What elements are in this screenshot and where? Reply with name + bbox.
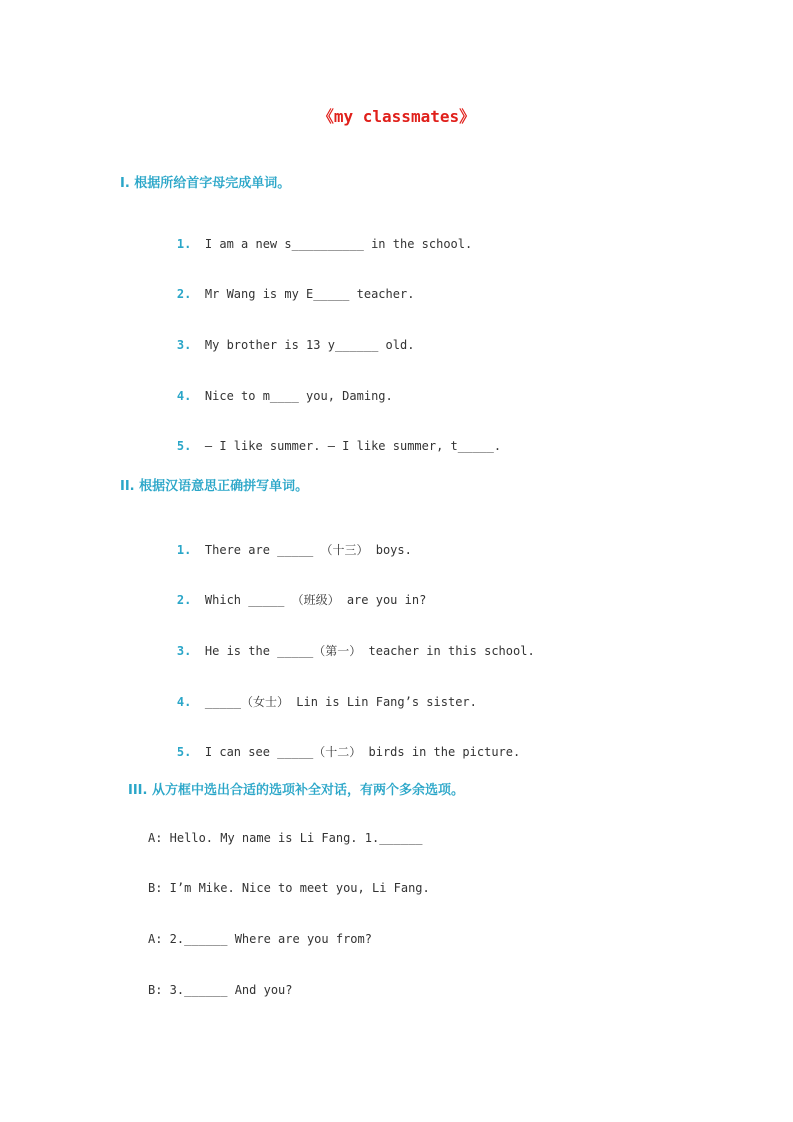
list-item <box>148 527 412 572</box>
list-item <box>148 375 393 417</box>
item-number: 4. <box>176 695 192 709</box>
item-number: 3. <box>176 644 192 658</box>
dialogue-line: B: 3.______ And you? <box>148 983 293 997</box>
list-item <box>148 324 414 366</box>
section-1-heading: I. 根据所给首字母完成单词。 <box>120 176 291 191</box>
list-item <box>148 679 477 724</box>
item-number: 4. <box>176 389 192 403</box>
item-number: 5. <box>176 745 192 759</box>
item-text: — I like summer. — I like summer, t_____. <box>204 439 502 453</box>
dialogue-line: A: 2.______ Where are you from? <box>148 932 372 946</box>
item-text: I am a new s__________ in the school. <box>204 237 473 251</box>
list-item <box>148 425 501 467</box>
item-text: Mr Wang is my E_____ teacher. <box>204 287 415 301</box>
item-number: 2. <box>176 287 192 301</box>
list-item <box>148 223 472 265</box>
dialogue-line: A: Hello. My name is Li Fang. 1.______ <box>148 831 423 845</box>
item-text: _____（女士） Lin is Lin Fang’s sister. <box>204 695 477 709</box>
list-item <box>148 628 535 673</box>
dialogue-line: B: I’m Mike. Nice to meet you, Li Fang. <box>148 881 430 895</box>
item-number: 3. <box>176 338 192 352</box>
item-number: 5. <box>176 439 192 453</box>
item-number: 2. <box>176 593 192 607</box>
item-text: Which _____ （班级） are you in? <box>204 593 427 607</box>
section-2-heading: II. 根据汉语意思正确拼写单词。 <box>120 479 309 494</box>
item-text: Nice to m____ you, Daming. <box>204 389 393 403</box>
item-text: He is the _____（第一） teacher in this school. <box>204 644 535 658</box>
section-3-heading: III. 从方框中选出合适的选项补全对话，有两个多余选项。 <box>128 783 464 798</box>
list-item <box>148 577 426 622</box>
item-number: 1. <box>176 543 192 557</box>
item-text: There are _____ （十三） boys. <box>204 543 412 557</box>
list-item <box>148 273 414 315</box>
item-text: I can see _____（十二） birds in the picture. <box>204 745 521 759</box>
page-title: 《my classmates》 <box>317 107 476 126</box>
item-number: 1. <box>176 237 192 251</box>
item-text: My brother is 13 y______ old. <box>204 338 415 352</box>
list-item <box>148 729 520 774</box>
